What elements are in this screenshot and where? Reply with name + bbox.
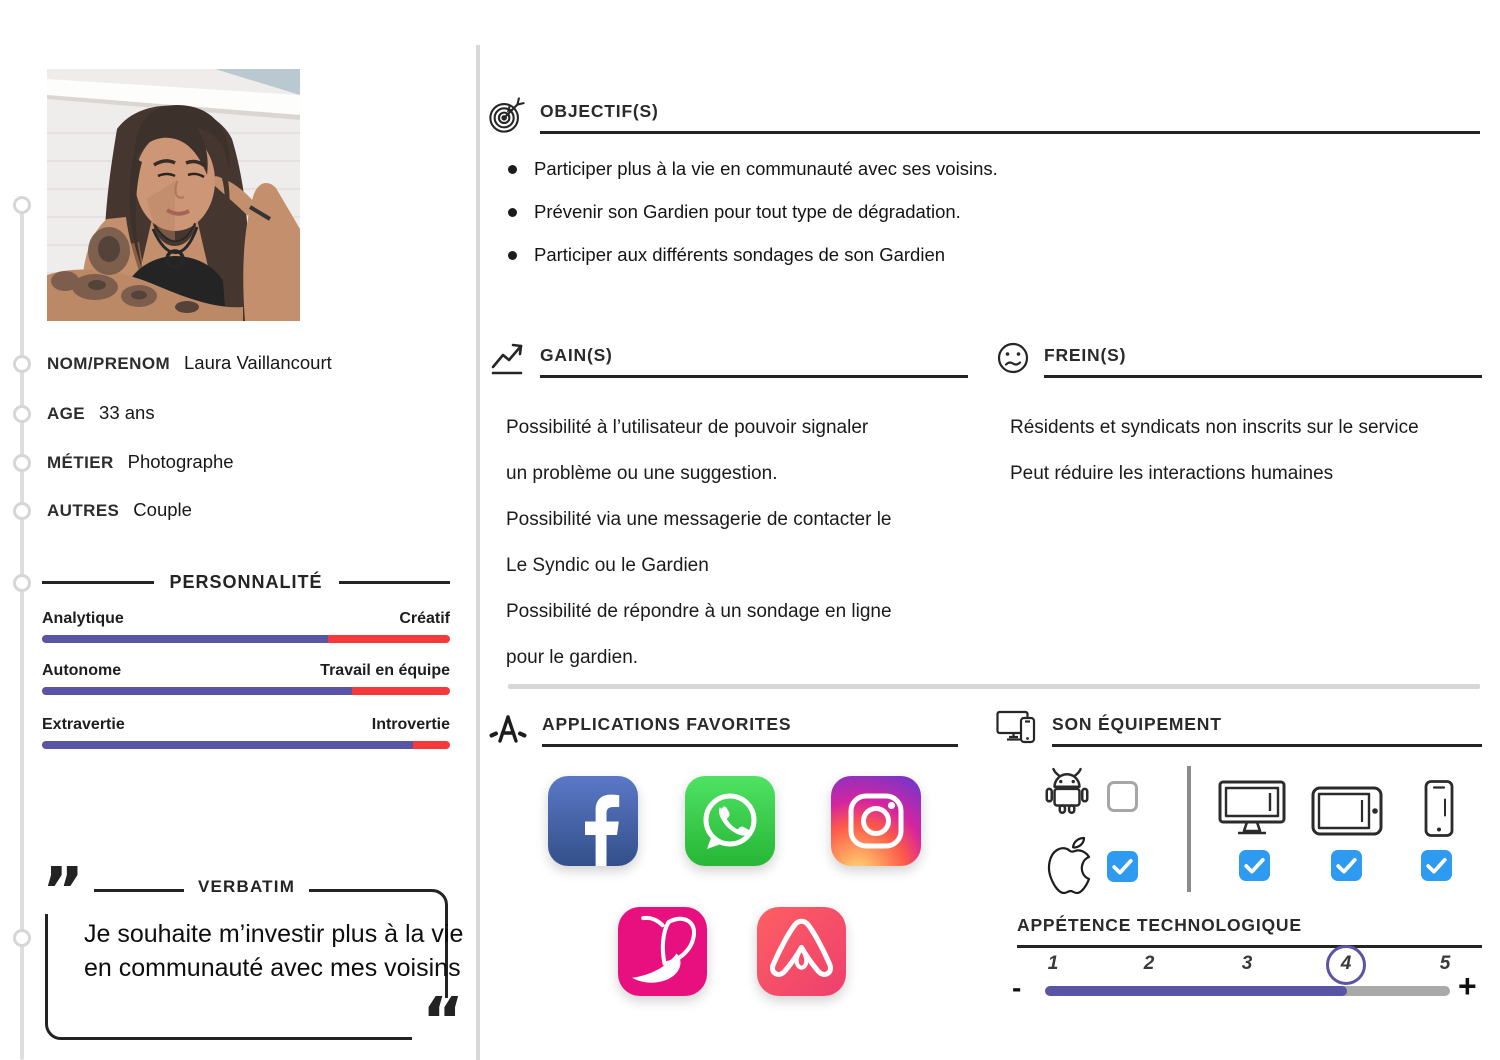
personality-slider-track [42, 635, 450, 643]
slider-right-label: Créatif [399, 610, 450, 627]
tablet-checkbox[interactable] [1331, 850, 1362, 881]
whatsapp-icon [685, 776, 775, 866]
personality-header [42, 572, 450, 593]
appetence-slider-fill [1045, 986, 1347, 996]
gains-section-header [490, 339, 968, 382]
appetence-tick-5: 5 [1439, 953, 1451, 974]
desktop-checkbox[interactable] [1239, 850, 1270, 881]
quote-open-icon: “ [412, 998, 466, 1044]
slider-left-label: Extravertie [42, 716, 125, 733]
apple-checkbox[interactable] [1107, 851, 1138, 882]
field-value: Couple [133, 499, 192, 520]
objectifs-title: OBJECTIF(S) [540, 95, 1480, 134]
objectif-item: Prévenir son Gardien pour tout type de dégradation. [508, 201, 1468, 223]
personality-slider-track [42, 687, 450, 695]
android-checkbox[interactable] [1107, 781, 1138, 812]
timeline-dot [13, 454, 31, 472]
appetence-tick-1: 1 [1047, 953, 1059, 974]
personality-slider-analytique-creatif [42, 610, 450, 643]
target-icon [488, 95, 526, 140]
facebook-icon [548, 776, 638, 866]
field-value: 33 ans [99, 402, 155, 423]
timeline-dot [13, 196, 31, 214]
personality-slider-fill [42, 741, 413, 749]
column-divider [476, 45, 480, 1060]
bullet-icon [508, 251, 517, 260]
timeline-dot [13, 574, 31, 592]
gains-text: Possibilité à l’utilisateur de pouvoir signaler un problème ou une suggestion. Possibilité via une messagerie de contacter le Le Syndic ou le Gardien Possibilité de répondre à un sondage en ligne pour le gardien. [506, 417, 892, 668]
minus-icon: - [1012, 972, 1022, 1003]
objectifs-section-header [488, 95, 1480, 140]
selected-tick-circle [1326, 945, 1366, 985]
gains-title: GAIN(S) [540, 339, 968, 378]
field-value: Photographe [127, 451, 234, 472]
airbnb-icon [757, 907, 846, 996]
field-label: MÉTIER [47, 453, 114, 472]
personality-slider-fill [42, 687, 352, 695]
app-store-icon [488, 708, 528, 755]
field-label: NOM/PRENOM [47, 354, 170, 373]
butterfly-app-icon [618, 907, 707, 996]
field-age [47, 402, 155, 424]
applications-section-header [488, 708, 958, 755]
apple-icon [1043, 836, 1097, 901]
objectif-item: Participer plus à la vie en communauté avec ses voisins. [508, 158, 1468, 180]
quote-close-icon: ” [40, 868, 94, 914]
field-autres [47, 499, 192, 521]
trending-up-icon [490, 339, 526, 382]
equipement-title: SON ÉQUIPEMENT [1052, 708, 1482, 747]
header-rule [339, 581, 451, 584]
objectif-item: Participer aux différents sondages de son Gardien [508, 244, 1468, 266]
slider-right-label: Travail en équipe [320, 662, 450, 679]
personality-slider-autonome-equipe [42, 662, 450, 695]
field-value: Laura Vaillancourt [184, 352, 332, 373]
desktop-computer-icon [1218, 780, 1286, 843]
appetence-tick-2: 2 [1143, 953, 1155, 974]
verbatim-quote-line: Je souhaite m’investir plus à la vie [84, 920, 464, 948]
applications-title: APPLICATIONS FAVORITES [542, 708, 958, 747]
personality-title: PERSONNALITÉ [169, 572, 323, 592]
instagram-icon [831, 776, 921, 866]
slider-left-label: Analytique [42, 610, 124, 627]
field-label: AUTRES [47, 501, 120, 520]
slider-right-label: Introvertie [371, 716, 450, 733]
personality-slider-fill [42, 635, 328, 643]
smartphone-checkbox[interactable] [1421, 850, 1452, 881]
appetence-title: APPÉTENCE TECHNOLOGIQUE [1017, 915, 1482, 948]
objectifs-list [508, 158, 1468, 287]
plus-icon: + [1458, 968, 1477, 1004]
appetence-tick-4-selected: 4 [1340, 953, 1352, 974]
section-divider [508, 684, 1480, 689]
timeline-dot [13, 355, 31, 373]
appetence-section-header [1017, 915, 1482, 948]
bullet-icon [508, 208, 517, 217]
equipement-section-header [996, 708, 1482, 753]
equipment-divider [1187, 766, 1191, 892]
field-label: AGE [47, 404, 86, 423]
devices-icon [996, 708, 1038, 753]
timeline-dot [13, 929, 31, 947]
bullet-icon [508, 165, 517, 174]
freins-text: Résidents et syndicats non inscrits sur le service Peut réduire les interactions humaines [1010, 417, 1419, 484]
timeline-dot [13, 405, 31, 423]
verbatim-header [45, 877, 448, 897]
freins-title: FREIN(S) [1044, 339, 1482, 378]
smartphone-icon [1424, 779, 1454, 843]
verbatim-title: VERBATIM [184, 877, 309, 897]
freins-section-header [996, 339, 1482, 380]
personality-slider-track [42, 741, 450, 749]
android-icon [1040, 766, 1094, 825]
slider-left-label: Autonome [42, 662, 122, 679]
personality-slider-extravertie-introvertie [42, 716, 450, 749]
field-metier [47, 451, 234, 473]
appetence-slider-track[interactable] [1045, 986, 1450, 996]
persona-photo [47, 69, 300, 321]
timeline-dot [13, 502, 31, 520]
appetence-tick-3: 3 [1241, 953, 1253, 974]
header-rule [42, 581, 154, 584]
sad-face-icon [996, 339, 1030, 380]
tablet-icon [1310, 786, 1384, 841]
field-nom-prenom [47, 352, 332, 374]
verbatim-quote-line: en communauté avec mes voisins [84, 954, 461, 982]
